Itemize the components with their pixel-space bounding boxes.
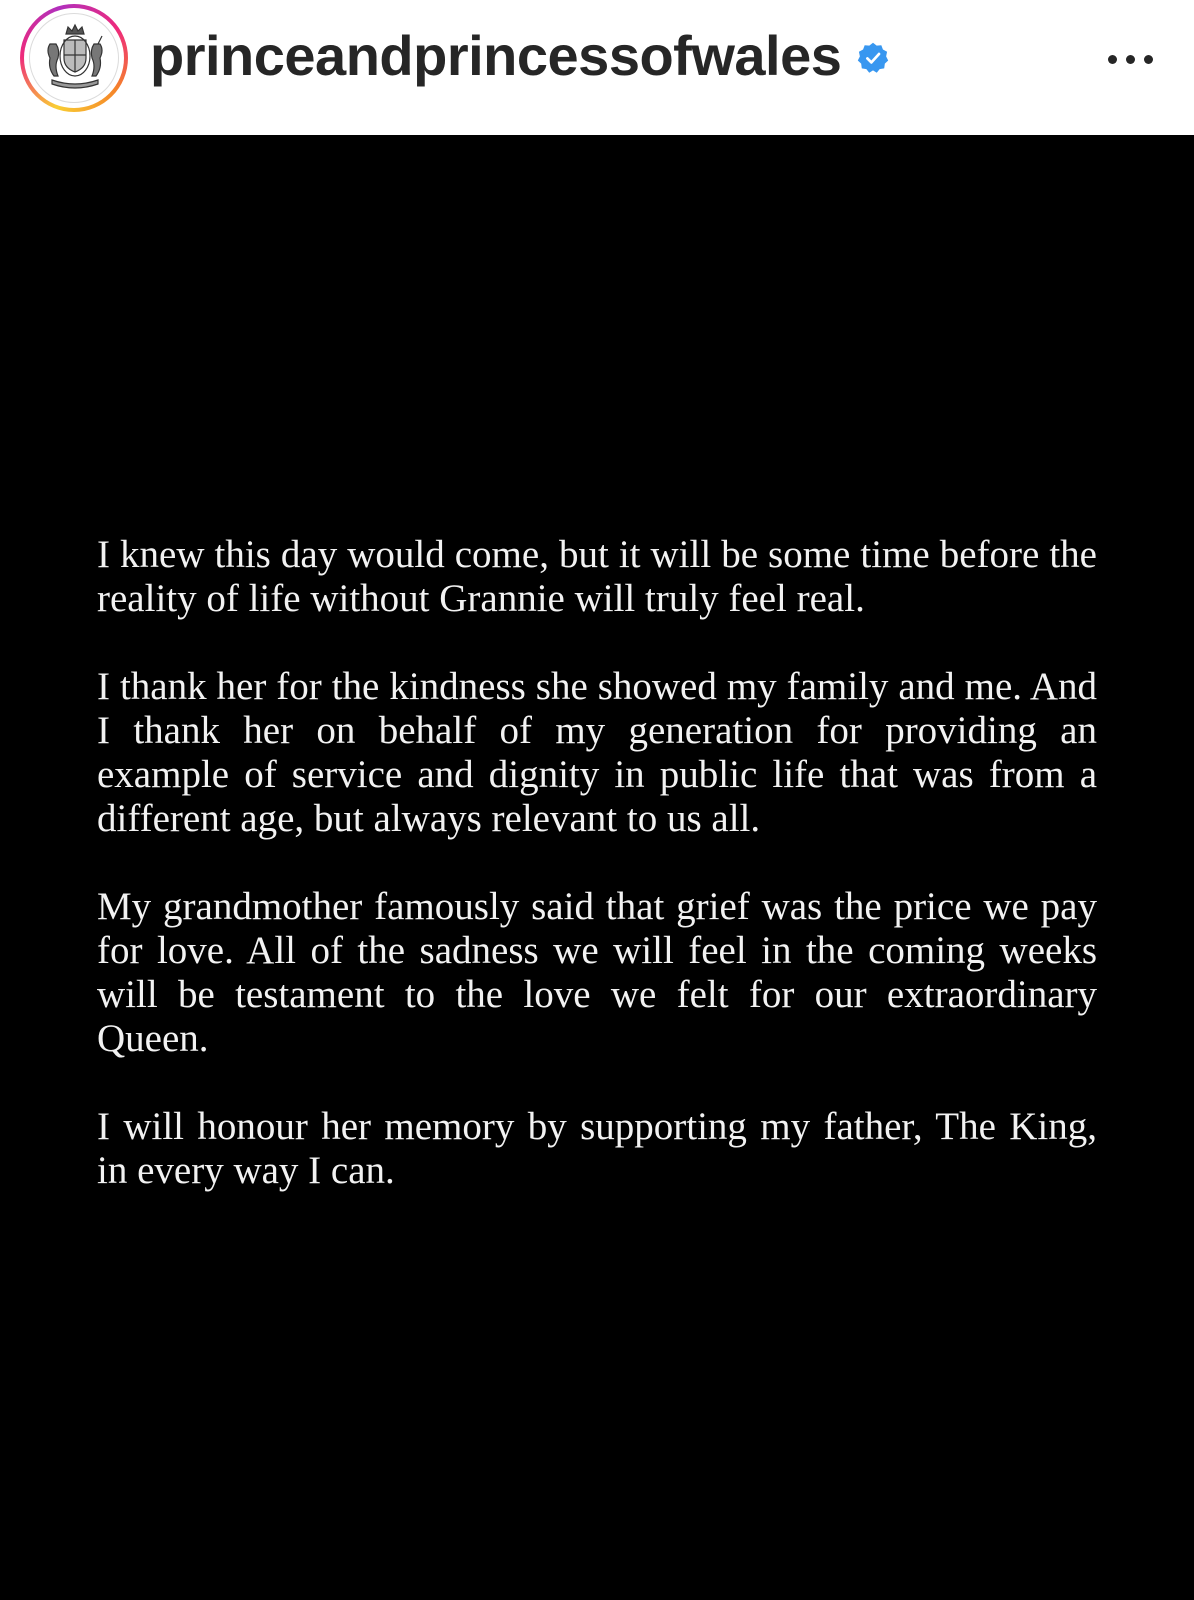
statement-text [97,533,1097,1237]
post-image[interactable] [0,135,1194,1600]
profile-avatar[interactable] [29,13,119,103]
verified-badge-icon [857,42,889,74]
statement-paragraph: I thank her for the kindness she showed my family and me. And I thank her on behalf of my generation for providing an example of service and dignity in public life that was from a different age, but always relevant to us all. [97,665,1097,840]
more-options-icon[interactable] [1106,38,1156,78]
post-header [0,0,1194,135]
statement-paragraph: My grandmother famously said that grief was the price we pay for love. All of the sadness we will feel in the coming weeks will be testament to the love we felt for our extraordinary Queen. [97,885,1097,1060]
royal-coat-of-arms-icon [30,14,119,103]
account-username[interactable]: princeandprincessofwales [150,24,842,87]
statement-paragraph: I knew this day would come, but it will be some time before the reality of life without Grannie will truly feel real. [97,533,1097,620]
statement-paragraph: I will honour her memory by supporting my father, The King, in every way I can. [97,1105,1097,1192]
story-ring[interactable] [20,4,128,112]
